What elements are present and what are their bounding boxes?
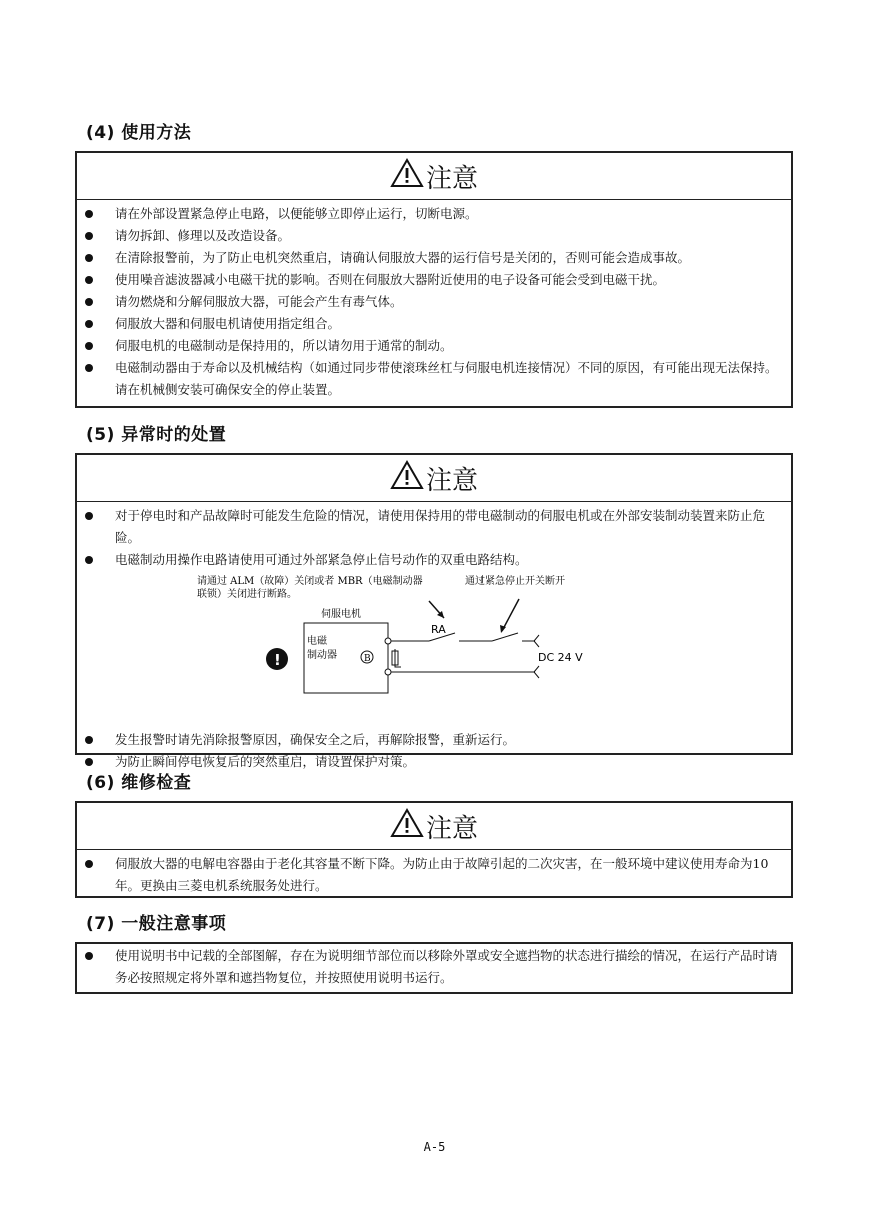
- list-item: 电磁制动用操作电路请使用可通过外部紧急停止信号动作的双重电路结构。: [77, 549, 791, 571]
- list-item: 伺服放大器和伺服电机请使用指定组合。: [77, 313, 791, 335]
- section-5-heading: (5) 异常时的处置: [86, 425, 227, 445]
- caution-box-usage: [75, 151, 793, 408]
- diagram-note-left-1: 请通过 ALM（故障）关闭或者 MBR（电磁制动器: [197, 576, 423, 587]
- bullet-icon: [85, 210, 93, 218]
- bullet-icon: [85, 254, 93, 262]
- bullet-icon: [85, 952, 93, 960]
- ra-label: RA: [431, 623, 446, 636]
- caution-title: [77, 455, 791, 502]
- list-item: 请勿拆卸、修理以及改造设备。: [77, 225, 791, 247]
- list-item: 为防止瞬间停电恢复后的突然重启，请设置保护对策。: [77, 751, 791, 773]
- list-item: 发生报警时请先消除报警原因，确保安全之后，再解除报警，重新运行。: [77, 729, 791, 751]
- section-4-heading: (4) 使用方法: [86, 123, 192, 143]
- warning-triangle-icon: [390, 158, 424, 195]
- list-item: 伺服电机的电磁制动是保持用的，所以请勿用于通常的制动。: [77, 335, 791, 357]
- diagram-note-left-2: 联锁）关闭进行断路。: [197, 589, 297, 600]
- emergency-stop-contact: [492, 633, 518, 641]
- brake-label-1: 电磁: [307, 636, 327, 647]
- caution-box-abnormal: [75, 453, 793, 769]
- prohibit-mark: !: [274, 651, 281, 669]
- list-item: 使用说明书中记载的全部图解，存在为说明细节部位而以移除外罩或安全遮挡物的状态进行描绘的情况，在运行产品时请务必按照规定将外罩和遮挡物复位，并按照使用说明书运行。: [77, 945, 791, 989]
- bullet-icon: [85, 232, 93, 240]
- caution-label: 注意: [425, 465, 478, 496]
- section-7-heading: (7) 一般注意事项: [86, 914, 227, 934]
- list-item: 在清除报警前，为了防止电机突然重启，请确认伺服放大器的运行信号是关闭的，否则可能会造成事故。: [77, 247, 791, 269]
- page-number: A-5: [423, 1140, 446, 1154]
- bullet-icon: [85, 860, 93, 868]
- bullet-icon: [85, 320, 93, 328]
- dc-label: DC 24 V: [538, 651, 583, 664]
- brake-circuit-diagram: [77, 571, 791, 729]
- list-item: 请勿燃烧和分解伺服放大器，可能会产生有毒气体。: [77, 291, 791, 313]
- arrow-to-stop: [502, 599, 519, 631]
- section-6-heading: (6) 维修检查: [86, 773, 192, 793]
- bullet-icon: [85, 556, 93, 564]
- warning-triangle-icon: [390, 808, 424, 845]
- bullet-icon: [85, 276, 93, 284]
- bullet-icon: [85, 364, 93, 372]
- bullet-icon: [85, 342, 93, 350]
- caution-label: 注意: [425, 163, 478, 194]
- terminal-bottom: [385, 669, 391, 675]
- brake-label-2: 制动器: [307, 650, 337, 661]
- warning-triangle-icon: [390, 460, 424, 497]
- list-item: 电磁制动器由于寿命以及机械结构（如通过同步带使滚珠丝杠与伺服电机连接情况）不同的原因，有可能出现无法保持。请在机械侧安装可确保安全的停止装置。: [77, 357, 791, 401]
- motor-label: 伺服电机: [321, 609, 361, 620]
- caution-title: [77, 153, 791, 200]
- list-item: 伺服放大器的电解电容器由于老化其容量不断下降。为防止由于故障引起的二次灾害，在一般环境中建议使用寿命为10年。更换由三菱电机系统服务处进行。: [77, 853, 791, 897]
- terminal-top: [385, 638, 391, 644]
- caution-title: [77, 803, 791, 850]
- caution-label: 注意: [425, 813, 478, 844]
- list-item: 请在外部设置紧急停止电路，以便能够立即停止运行，切断电源。: [77, 203, 791, 225]
- diagram-note-right: 通过紧急停止开关断开: [465, 576, 565, 587]
- bullet-icon: [85, 298, 93, 306]
- brake-b-letter: B: [364, 654, 371, 664]
- bullet-icon: [85, 758, 93, 766]
- bullet-icon: [85, 512, 93, 520]
- list-item: 对于停电时和产品故障时可能发生危险的情况，请使用保持用的带电磁制动的伺服电机或在外部安装制动装置来防止危险。: [77, 505, 791, 549]
- bullet-icon: [85, 736, 93, 744]
- list-item: 使用噪音滤波器减小电磁干扰的影响。否则在伺服放大器附近使用的电子设备可能会受到电磁干扰。: [77, 269, 791, 291]
- general-notes-box: [75, 942, 793, 994]
- caution-box-maintenance: [75, 801, 793, 898]
